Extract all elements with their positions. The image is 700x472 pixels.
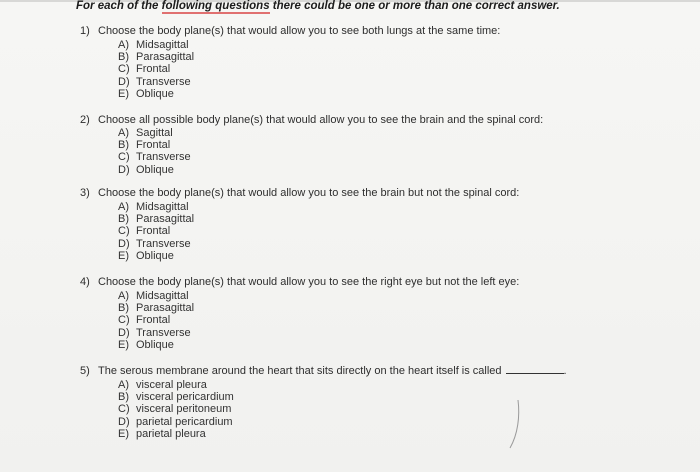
option-a[interactable]: A) Midsagittal	[118, 290, 189, 302]
question-5-options	[118, 379, 234, 440]
option-c[interactable]: C) Frontal	[118, 63, 171, 76]
question-text: The serous membrane around the heart that sits directly on the heart itself is called	[98, 365, 502, 377]
question-1	[80, 25, 500, 37]
option-e[interactable]: E) Oblique	[118, 249, 174, 262]
option-c[interactable]: C) Frontal	[118, 225, 171, 238]
question-4-options	[118, 290, 194, 351]
question-2	[80, 114, 543, 126]
option-b[interactable]: B) Parasagittal	[118, 213, 195, 226]
instructions-heading: For each of the following questions there could be one or more than one correct answer.	[76, 0, 560, 12]
option-c[interactable]: C) Transverse	[118, 151, 191, 164]
answer-blank[interactable]	[506, 372, 564, 374]
option-b[interactable]: B) Frontal	[118, 139, 171, 152]
option-c[interactable]: C) Frontal	[118, 314, 171, 327]
option-c[interactable]: C) visceral peritoneum	[118, 403, 232, 416]
question-5: 5) The serous membrane around the heart that sits directly on the heart itself is called .	[80, 365, 567, 377]
option-e[interactable]: E) parietal pleura	[118, 427, 206, 440]
question-number: 2)	[80, 114, 90, 126]
option-d[interactable]: D) Transverse	[118, 237, 191, 250]
question-4	[80, 276, 519, 288]
option-a[interactable]: A) Midsagittal	[118, 39, 189, 51]
question-number: 3)	[80, 187, 90, 199]
pencil-mark	[506, 398, 526, 452]
question-3-options	[118, 201, 194, 262]
question-number: 1)	[80, 25, 90, 37]
option-e[interactable]: E) Oblique	[118, 338, 174, 351]
question-2-options	[118, 127, 191, 176]
option-b[interactable]: B) Parasagittal	[118, 51, 195, 64]
question-text: Choose the body plane(s) that would allow you to see the right eye but not the left eye:	[98, 276, 520, 288]
question-number: 5)	[80, 365, 90, 377]
option-b[interactable]: B) visceral pericardium	[118, 391, 234, 404]
question-number: 4)	[80, 276, 90, 288]
option-a[interactable]: A) visceral pleura	[118, 379, 207, 391]
question-text: Choose the body plane(s) that would allow you to see both lungs at the same time:	[98, 25, 501, 37]
option-d[interactable]: D) Oblique	[118, 163, 174, 176]
option-d[interactable]: D) Transverse	[118, 326, 191, 339]
question-1-options	[118, 39, 194, 100]
question-text: Choose the body plane(s) that would allow you to see the brain but not the spinal cord:	[98, 187, 520, 199]
underlined-phrase: following questions	[161, 0, 270, 12]
option-b[interactable]: B) Parasagittal	[118, 302, 195, 315]
option-d[interactable]: D) parietal pericardium	[118, 415, 233, 428]
question-text: Choose all possible body plane(s) that would allow you to see the brain and the spinal cord:	[98, 114, 544, 126]
option-a[interactable]: A) Sagittal	[118, 127, 173, 139]
question-3	[80, 187, 519, 199]
option-e[interactable]: E) Oblique	[118, 87, 174, 100]
option-a[interactable]: A) Midsagittal	[118, 201, 189, 213]
option-d[interactable]: D) Transverse	[118, 75, 191, 88]
